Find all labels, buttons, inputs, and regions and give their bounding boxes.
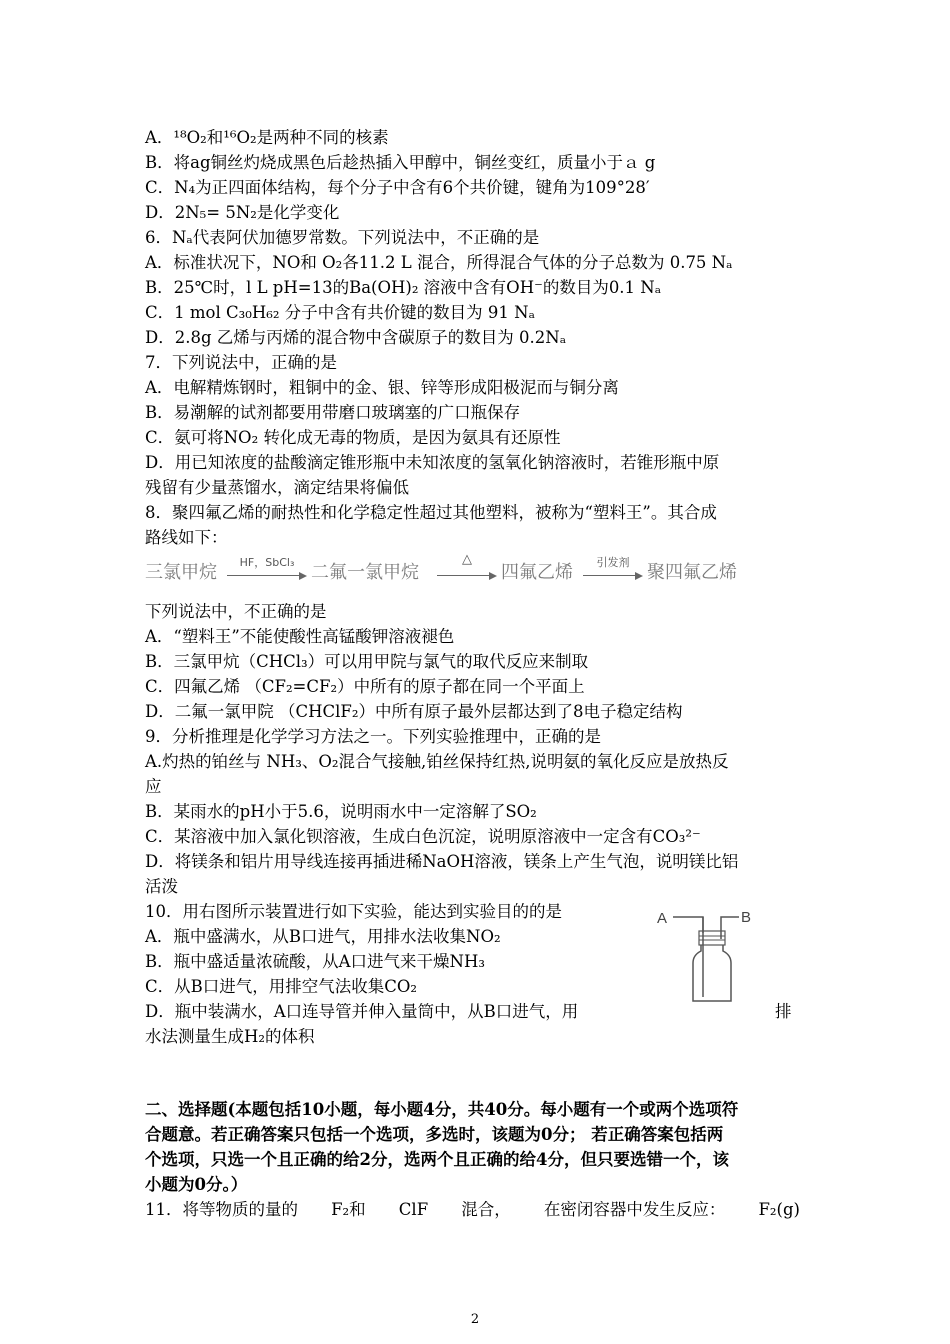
line-10d: D．瓶中装满水，A口连导管并伸入量筒中，从B口进气，用 — [145, 1002, 579, 1021]
product: 聚四氟乙烯 — [647, 562, 737, 583]
section-2-line-3: 个选项，只选一个且正确的给2分，选两个且正确的给4分，但只要选错一个，该 — [145, 1150, 729, 1169]
intermediate-1: 二氟一氯甲烷 — [311, 562, 419, 583]
question-6: 6．Nₐ代表阿伏加德罗常数。下列说法中，不正确的是 — [145, 228, 540, 247]
arrow-1-label: HF，SbCl₃ — [239, 556, 295, 569]
reactant-1: 三氯甲烷 — [145, 562, 217, 583]
question-8: 8．聚四氟乙烯的耐热性和化学稳定性超过其他塑料，被称为“塑料王”。其合成 — [145, 503, 717, 522]
line-10a: A．瓶中盛满水，从B口进气，用排水法收集NO₂ — [145, 927, 501, 946]
line-9b: B．某雨水的pH小于5.6，说明雨水中一定溶解了SO₂ — [145, 802, 537, 821]
figure-label-a: A — [657, 910, 668, 927]
synthesis-route — [145, 552, 765, 586]
line-10d-tail: 排 — [775, 1002, 792, 1021]
line-9d: D．将镁条和铝片用导线连接再插进稀NaOH溶液，镁条上产生气泡，说明镁比铝 — [145, 852, 739, 871]
line-5a: A．¹⁸O₂和¹⁶O₂是两种不同的核素 — [145, 128, 389, 147]
line-10b: B．瓶中盛适量浓硫酸，从A口进气来干燥NH₃ — [145, 952, 485, 971]
line-9d-cont: 活泼 — [145, 877, 178, 896]
figure-label-b: B — [741, 909, 752, 926]
arrow-1 — [227, 554, 307, 584]
question-7: 7．下列说法中，正确的是 — [145, 353, 337, 372]
q11-part-1: 11．将等物质的量的 — [145, 1200, 298, 1219]
line-6b: B．25℃时，l L pH=13的Ba(OH)₂ 溶液中含有OH⁻的数目为0.1 Nₐ — [145, 278, 662, 297]
line-5c: C．N₄为正四面体结构，每个分子中含有6个共价键，键角为109°28′ — [145, 178, 650, 197]
arrow-head-icon — [489, 572, 497, 580]
line-9a: A.灼热的铂丝与 NH₃、O₂混合气接触,铂丝保持红热,说明氨的氧化反应是放热反 — [145, 752, 729, 771]
q11-part-4: 混合， — [461, 1200, 511, 1219]
q11-part-3: ClF — [398, 1200, 429, 1219]
line-7a: A．电解精炼钢时，粗铜中的金、银、锌等形成阳极泥而与铜分离 — [145, 378, 619, 397]
question-10: 10．用右图所示装置进行如下实验，能达到实验目的的是 — [145, 902, 562, 921]
line-7d: D．用已知浓度的盐酸滴定锥形瓶中未知浓度的氢氧化钠溶液时，若锥形瓶中原 — [145, 453, 720, 472]
arrow-3-label: 引发剂 — [596, 556, 630, 569]
arrow-2 — [437, 554, 497, 584]
arrow-2-label: △ — [462, 552, 472, 567]
line-5b: B．将ag铜丝灼烧成黑色后趁热插入甲醇中，铜丝变红，质量小于ａ g — [145, 153, 656, 172]
bottle-body — [693, 945, 731, 1001]
q11-part-5: 在密闭容器中发生反应： — [543, 1200, 726, 1219]
line-8c: C．四氟乙烯 （CF₂=CF₂）中所有的原子都在同一个平面上 — [145, 677, 585, 696]
q11-part-6: F₂(g) — [758, 1200, 800, 1219]
section-2-line-2: 合题意。若正确答案只包括一个选项，多选时，该题为0分； 若正确答案包括两 — [145, 1125, 724, 1144]
line-9c: C．某溶液中加入氯化钡溶液，生成白色沉淀，说明原溶液中一定含有CO₃²⁻ — [145, 827, 701, 846]
question-8-cont: 路线如下： — [145, 528, 228, 547]
line-7d-cont: 残留有少量蒸馏水，滴定结果将偏低 — [145, 478, 409, 497]
gas-bottle-figure — [655, 905, 770, 1005]
line-10d-cont: 水法测量生成H₂的体积 — [145, 1027, 315, 1046]
line-5d: D．2N₅= 5N₂是化学变化 — [145, 203, 340, 222]
arrow-head-icon — [635, 572, 643, 580]
q11-part-2: F₂和 — [331, 1200, 366, 1219]
question-8-stem: 下列说法中，不正确的是 — [145, 602, 327, 621]
line-8a: A．“塑料王”不能使酸性高锰酸钾溶液褪色 — [145, 627, 455, 646]
arrow-head-icon — [299, 572, 307, 580]
section-2-line-4: 小题为0分。） — [145, 1175, 248, 1194]
line-9a-cont: 应 — [145, 777, 162, 796]
page-number: 2 — [470, 1312, 480, 1327]
line-8b: B．三氯甲炕（CHCl₃）可以用甲院与氯气的取代反应来制取 — [145, 652, 589, 671]
line-7b: B．易潮解的试剂都要用带磨口玻璃塞的广口瓶保存 — [145, 403, 521, 422]
line-8d: D．二氟一氯甲院 （CHClF₂）中所有原子最外层都达到了8电子稳定结构 — [145, 702, 683, 721]
arrow-3 — [583, 554, 643, 584]
question-11 — [145, 1200, 800, 1220]
line-7c: C．氨可将NO₂ 转化成无毒的物质，是因为氨具有还原性 — [145, 428, 561, 447]
line-6d: D．2.8g 乙烯与丙烯的混合物中含碳原子的数目为 0.2Nₐ — [145, 328, 567, 347]
intermediate-2: 四氟乙烯 — [501, 562, 573, 583]
section-2-heading: 二、选择题(本题包括10小题，每小题4分，共40分。每小题有一个或两个选项符 — [145, 1100, 739, 1119]
line-6c: C．1 mol C₃₀H₆₂ 分子中含有共价键的数目为 91 Nₐ — [145, 303, 535, 322]
question-9: 9．分析推理是化学学习方法之一。下列实验推理中，正确的是 — [145, 727, 601, 746]
line-10c: C．从B口进气，用排空气法收集CO₂ — [145, 977, 418, 996]
line-6a: A．标准状况下，NO和 O₂各11.2 L 混合，所得混合气体的分子总数为 0.75 Nₐ — [145, 253, 733, 272]
